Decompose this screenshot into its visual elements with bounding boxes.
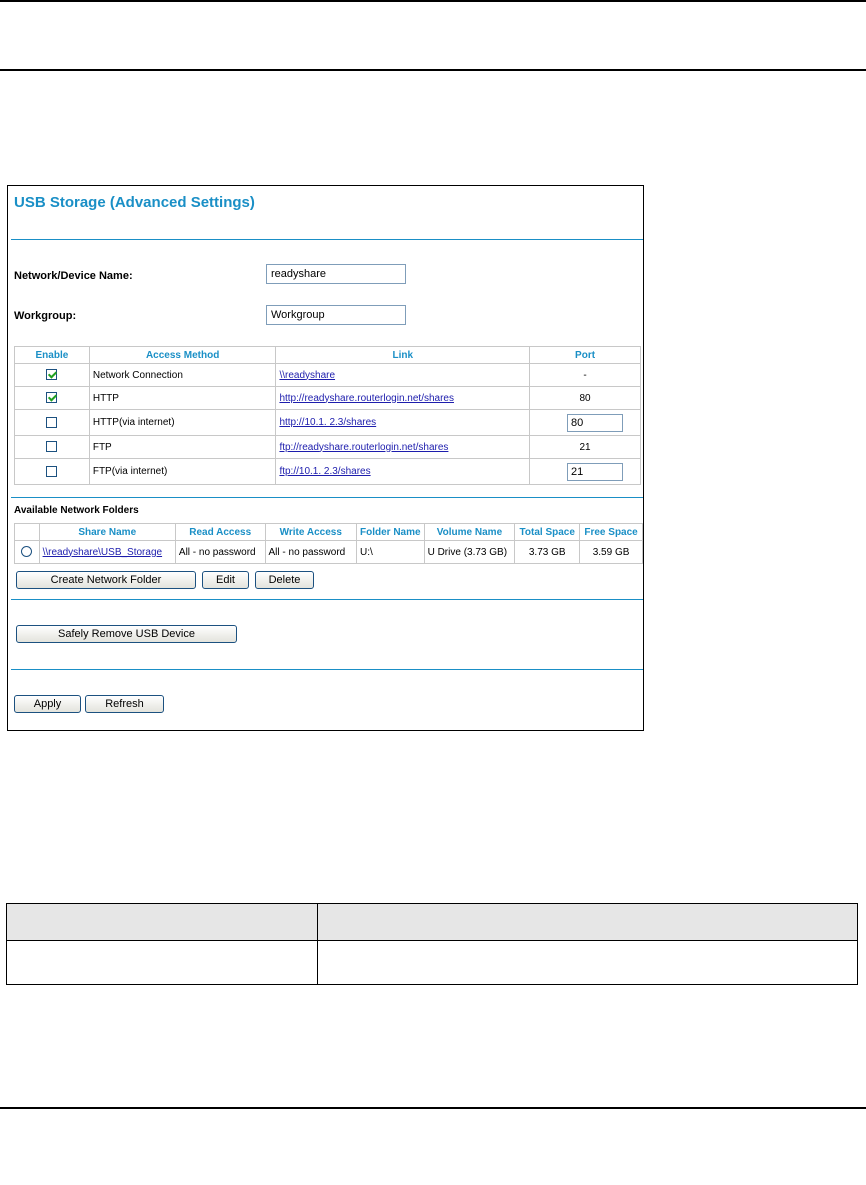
col-volume-name: Volume Name [424,524,515,541]
access-method-cell: HTTP [89,387,276,410]
device-name-input[interactable] [266,264,406,284]
usb-storage-panel [7,185,644,731]
apply-button[interactable]: Apply [14,695,81,713]
col-link: Link [276,347,530,364]
table-row [15,436,641,459]
col-port: Port [530,347,641,364]
share-name-link[interactable]: \\readyshare\USB_Storage [42,546,163,558]
network-folders-table [14,523,643,564]
divider [11,239,643,240]
volume-name-cell: U Drive (3.73 GB) [424,541,515,564]
table-row [15,459,641,485]
description-table [6,903,858,985]
enable-checkbox[interactable] [46,369,57,380]
share-link[interactable]: ftp://readyshare.routerlogin.net/shares [279,441,449,453]
folder-select-radio[interactable] [21,546,32,557]
port-cell: 21 [530,436,641,459]
bottom-rule [0,1107,866,1109]
top-rule-1 [0,0,866,2]
table-row [15,410,641,436]
folders-table-header [15,524,643,541]
col-total-space: Total Space [515,524,580,541]
enable-checkbox[interactable] [46,466,57,477]
access-table-header [15,347,641,364]
access-method-cell: Network Connection [89,364,276,387]
col-access-method: Access Method [89,347,276,364]
share-link[interactable]: http://readyshare.routerlogin.net/shares [279,392,454,404]
port-input[interactable] [567,463,623,481]
port-cell: 80 [530,387,641,410]
enable-checkbox[interactable] [46,392,57,403]
edit-button[interactable]: Edit [202,571,249,589]
workgroup-label: Workgroup: [14,310,77,322]
access-method-cell: FTP [89,436,276,459]
read-access-cell: All - no password [175,541,265,564]
create-network-folder-button[interactable]: Create Network Folder [16,571,196,589]
access-method-cell: FTP(via internet) [89,459,276,485]
divider [11,669,643,670]
write-access-cell: All - no password [265,541,356,564]
folders-heading: Available Network Folders [14,505,139,516]
port-input[interactable] [567,414,623,432]
description-table-header [7,904,858,941]
folder-name-cell: U:\ [357,541,425,564]
table-row [15,387,641,410]
enable-checkbox[interactable] [46,441,57,452]
safely-remove-usb-button[interactable]: Safely Remove USB Device [16,625,237,643]
refresh-button[interactable]: Refresh [85,695,164,713]
share-link[interactable]: ftp://10.1. 2.3/shares [279,466,371,477]
delete-button[interactable]: Delete [255,571,314,589]
share-link[interactable]: http://10.1. 2.3/shares [279,417,377,428]
total-space-cell: 3.73 GB [515,541,580,564]
table-row [15,364,641,387]
table-row [7,941,858,985]
access-method-cell: HTTP(via internet) [89,410,276,436]
share-link[interactable]: \\readyshare [279,369,336,381]
page-title: USB Storage (Advanced Settings) [14,194,255,211]
col-write-access: Write Access [265,524,356,541]
port-cell: - [530,364,641,387]
enable-checkbox[interactable] [46,417,57,428]
access-method-table [14,346,641,485]
workgroup-input[interactable] [266,305,406,325]
col-folder-name: Folder Name [357,524,425,541]
device-name-label: Network/Device Name: [14,270,133,282]
top-rule-2 [0,69,866,71]
divider [11,497,643,498]
divider [11,599,643,600]
table-row [15,541,643,564]
col-free-space: Free Space [580,524,643,541]
col-share-name: Share Name [39,524,175,541]
col-read-access: Read Access [175,524,265,541]
free-space-cell: 3.59 GB [580,541,643,564]
col-enable: Enable [15,347,90,364]
